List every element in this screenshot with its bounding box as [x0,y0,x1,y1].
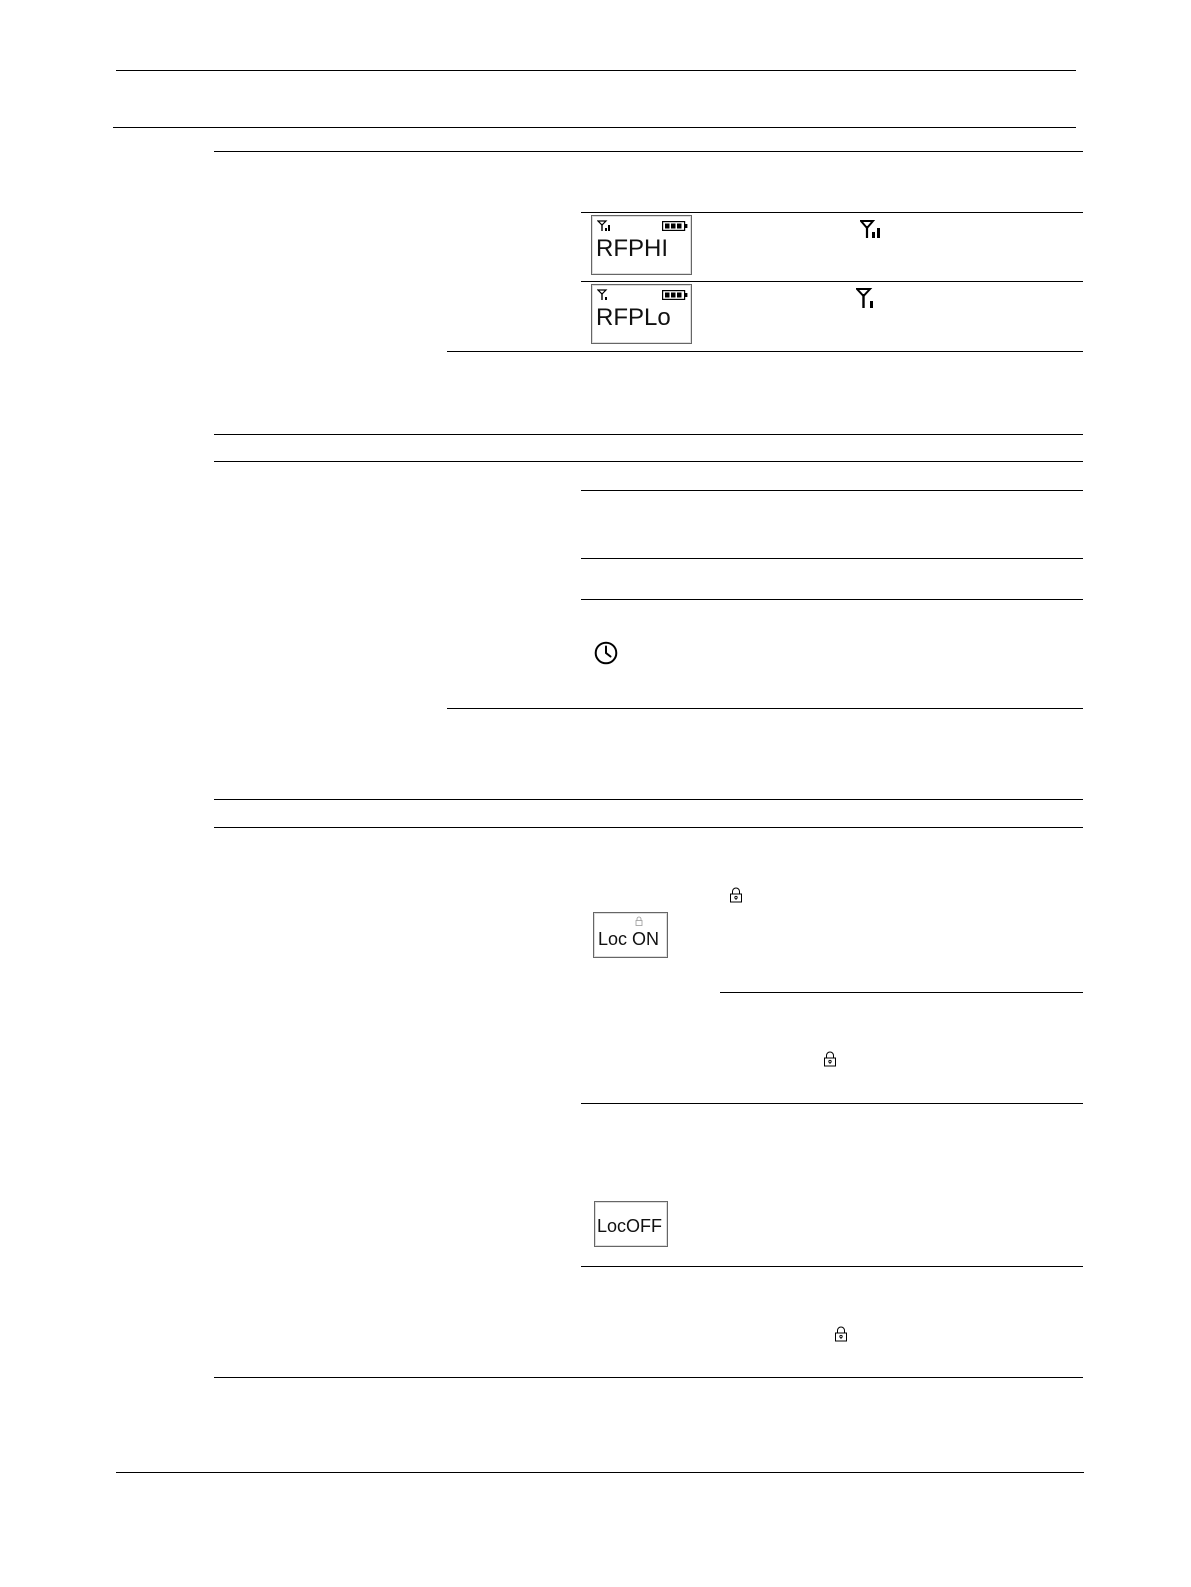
table-rule [581,212,1083,213]
clock-icon [594,641,618,665]
battery-full-icon [662,221,688,231]
section-rule [214,151,1083,152]
header-rule-top [116,70,1076,71]
antenna-strong-signal-icon [860,220,884,240]
table-rule [447,351,1083,352]
table-rule [581,1103,1083,1104]
antenna-strong-signal-icon [597,220,615,232]
padlock-icon [823,1051,837,1067]
lock-off-screen-text: LocOFF [597,1216,663,1236]
table-rule [447,708,1083,709]
rf-high-screen-text: RFPHI [596,235,668,262]
rf-high-lcd [591,215,692,275]
section-rule [214,799,1083,800]
padlock-icon [834,1326,848,1342]
section-rule [214,827,1083,828]
rf-low-screen-text: RFPLo [596,304,671,331]
table-rule [581,281,1083,282]
table-rule [581,558,1083,559]
table-rule [720,992,1083,993]
table-rule [581,490,1083,491]
padlock-icon [729,887,743,903]
section-rule [214,461,1083,462]
rf-low-lcd [591,284,692,344]
header-rule-bottom [113,127,1076,128]
lock-on-lcd [593,912,668,958]
padlock-icon [634,916,644,926]
lock-on-screen-text: Loc ON [598,929,660,949]
antenna-weak-signal-icon [856,288,880,310]
lock-off-lcd [594,1201,668,1247]
battery-full-icon [662,290,688,300]
section-rule [214,434,1083,435]
antenna-weak-signal-icon [597,289,615,301]
footer-rule [116,1472,1084,1473]
table-rule [581,599,1083,600]
table-rule [581,1266,1083,1267]
section-rule [214,1377,1083,1378]
